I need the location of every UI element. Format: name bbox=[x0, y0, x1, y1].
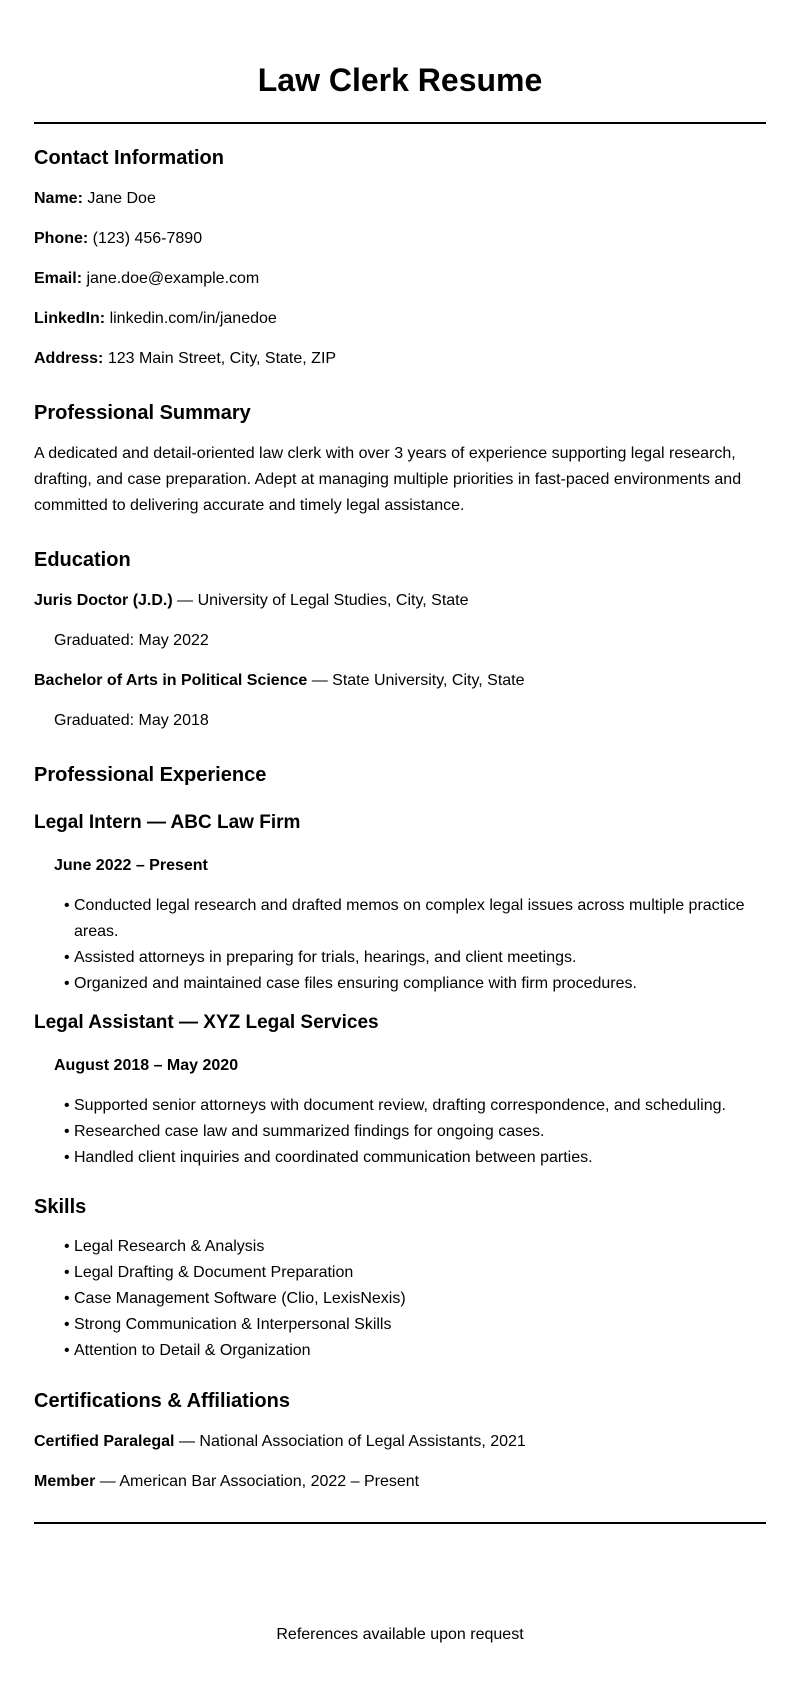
contact-address bbox=[34, 349, 336, 369]
certification-text: — American Bar Association, 2022 – Present bbox=[95, 1473, 420, 1490]
list-item bbox=[64, 1286, 764, 1312]
degree-jd: Juris Doctor (J.D.) bbox=[34, 592, 173, 609]
contact-linkedin bbox=[34, 309, 277, 329]
summary-text: A dedicated and detail-oriented law clerk with over 3 years of experience supporting legal research, drafting, and case preparation. Adept at managing multiple priorities in fast-paced environments and committed to delivering accurate and timely legal assistance. bbox=[34, 445, 742, 514]
contact-linkedin-value: linkedin.com/in/janedoe bbox=[109, 310, 277, 327]
duty-text: Organized and maintained case files ensuring compliance with firm procedures. bbox=[74, 975, 637, 992]
job-title-legal-assistant: Legal Assistant — XYZ Legal Services bbox=[34, 1012, 379, 1033]
skill-text: Strong Communication & Interpersonal Skills bbox=[74, 1316, 392, 1333]
certification-label: Certified Paralegal bbox=[34, 1433, 175, 1450]
contact-email-value: jane.doe@example.com bbox=[86, 270, 260, 287]
education-entry bbox=[34, 591, 469, 611]
contact-name bbox=[34, 189, 156, 209]
duty-text: Conducted legal research and drafted memos on complex legal issues across multiple practice areas. bbox=[74, 897, 745, 940]
list-item bbox=[64, 1119, 764, 1145]
bullet-icon: • bbox=[64, 1316, 70, 1333]
contact-name-label: Name: bbox=[34, 190, 83, 207]
contact-email bbox=[34, 269, 259, 289]
education-heading: Education bbox=[34, 549, 131, 571]
contact-email-label: Email: bbox=[34, 270, 83, 287]
skills-heading: Skills bbox=[34, 1196, 87, 1218]
school-jd: — University of Legal Studies, City, State bbox=[172, 592, 469, 609]
bullet-icon: • bbox=[64, 1097, 70, 1114]
bullet-icon: • bbox=[64, 1123, 70, 1140]
certification-label: Member bbox=[34, 1473, 96, 1490]
bullet-icon: • bbox=[64, 1238, 70, 1255]
contact-address-label: Address: bbox=[34, 350, 104, 367]
experience-heading: Professional Experience bbox=[34, 764, 267, 786]
certification-item bbox=[34, 1432, 526, 1452]
skills-list bbox=[64, 1234, 764, 1364]
bullet-icon: • bbox=[64, 1342, 70, 1359]
duty-text: Assisted attorneys in preparing for trials, hearings, and client meetings. bbox=[74, 949, 577, 966]
job-title-legal-intern: Legal Intern — ABC Law Firm bbox=[34, 812, 301, 833]
bullet-icon: • bbox=[64, 1264, 70, 1281]
contact-name-value: Jane Doe bbox=[87, 190, 156, 207]
education-entry bbox=[34, 671, 525, 691]
list-item bbox=[64, 971, 764, 997]
duty-text: Researched case law and summarized findings for ongoing cases. bbox=[74, 1123, 545, 1140]
degree-ba: Bachelor of Arts in Political Science bbox=[34, 672, 308, 689]
certification-text: — National Association of Legal Assistants, 2021 bbox=[174, 1433, 526, 1450]
job-dates-legal-intern: June 2022 – Present bbox=[54, 857, 208, 874]
job-dates-legal-assistant: August 2018 – May 2020 bbox=[54, 1057, 239, 1074]
list-item bbox=[64, 1260, 764, 1286]
list-item bbox=[64, 893, 764, 945]
header-divider bbox=[34, 122, 766, 124]
contact-address-value: 123 Main Street, City, State, ZIP bbox=[107, 350, 337, 367]
graduation-date-ba: Graduated: May 2018 bbox=[54, 712, 209, 729]
skill-text: Legal Drafting & Document Preparation bbox=[74, 1264, 354, 1281]
contact-heading: Contact Information bbox=[34, 147, 224, 169]
bullet-icon: • bbox=[64, 975, 70, 992]
job-duties-legal-intern bbox=[64, 893, 764, 997]
skill-text: Case Management Software (Clio, LexisNexis) bbox=[74, 1290, 406, 1307]
bullet-icon: • bbox=[64, 897, 70, 914]
footer-divider bbox=[34, 1522, 766, 1524]
contact-phone-label: Phone: bbox=[34, 230, 89, 247]
contact-linkedin-label: LinkedIn: bbox=[34, 310, 106, 327]
duty-text: Supported senior attorneys with document review, drafting correspondence, and scheduling. bbox=[74, 1097, 726, 1114]
list-item bbox=[64, 1145, 764, 1171]
job-duties-legal-assistant bbox=[64, 1093, 764, 1171]
bullet-icon: • bbox=[64, 949, 70, 966]
page-title: Law Clerk Resume bbox=[257, 62, 543, 98]
contact-phone bbox=[34, 229, 202, 249]
list-item bbox=[64, 945, 764, 971]
summary-heading: Professional Summary bbox=[34, 402, 251, 424]
list-item bbox=[64, 1093, 764, 1119]
certifications-heading: Certifications & Affiliations bbox=[34, 1390, 290, 1412]
graduation-date-jd: Graduated: May 2022 bbox=[54, 632, 209, 649]
list-item bbox=[64, 1338, 764, 1364]
list-item bbox=[64, 1312, 764, 1338]
duty-text: Handled client inquiries and coordinated communication between parties. bbox=[74, 1149, 593, 1166]
list-item bbox=[64, 1234, 764, 1260]
footer-note: References available upon request bbox=[276, 1626, 524, 1643]
skill-text: Legal Research & Analysis bbox=[74, 1238, 265, 1255]
school-ba: — State University, City, State bbox=[307, 672, 525, 689]
certification-item bbox=[34, 1472, 419, 1492]
bullet-icon: • bbox=[64, 1149, 70, 1166]
skill-text: Attention to Detail & Organization bbox=[74, 1342, 311, 1359]
bullet-icon: • bbox=[64, 1290, 70, 1307]
contact-phone-value: (123) 456-7890 bbox=[92, 230, 203, 247]
